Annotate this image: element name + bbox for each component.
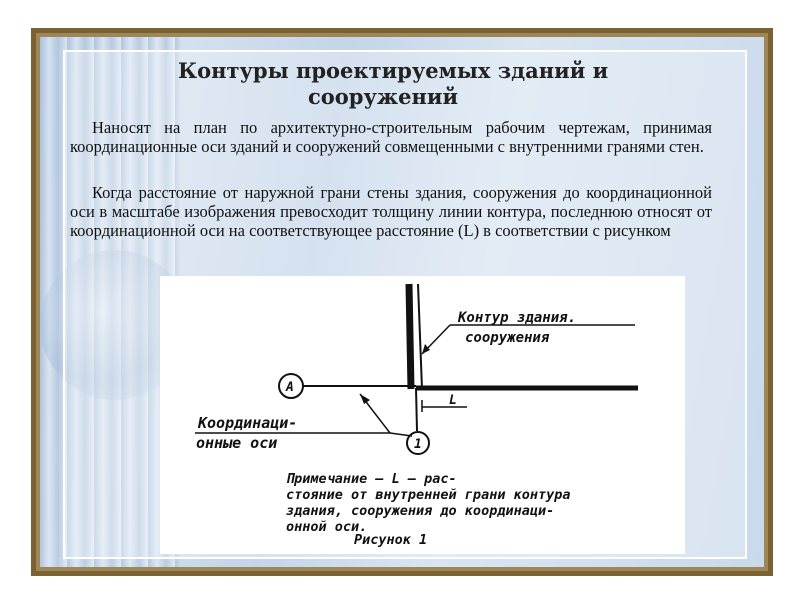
note-line2: стояние от внутренней грани контура	[286, 487, 571, 503]
paragraph-2: Когда расстояние от наружной грани стены здания, сооружения до координационной оси в масштабе изображения превосходит толщину линии контура, последнюю относят от координационной оси на соответствующее расстояние (L) в соответствии с рисунком	[70, 183, 712, 240]
contour-wall-line	[409, 284, 411, 389]
axis-1-label: 1	[414, 437, 422, 452]
dimension-l-label: L	[449, 393, 457, 408]
axes-label-line1: Координаци-	[198, 414, 298, 432]
figure-1	[160, 276, 685, 554]
axes-leader-line-2	[390, 433, 412, 436]
figure-drawing	[160, 276, 685, 554]
slide-title-line1: Контуры проектируемых зданий и	[178, 58, 609, 83]
axis-a-label: А	[286, 380, 294, 395]
note-line1: Примечание — L — рас-	[286, 471, 457, 487]
contour-label-line2: сооружения	[465, 330, 550, 346]
note-line3: здания, сооружения до координаци-	[286, 503, 555, 519]
slide-title-line2: сооружений	[308, 84, 459, 109]
paragraph-1: Наносят на план по архитектурно-строительным рабочим чертежам, принимая координационные оси зданий и сооружений совмещенными с внутренними гранями стен.	[70, 118, 712, 156]
contour-label-line1: Контур здания.	[458, 310, 577, 326]
axis-1-line	[416, 388, 417, 431]
slide-title	[160, 58, 640, 110]
axes-label-line2: онные оси	[196, 434, 278, 452]
figure-caption: Рисунок 1	[354, 532, 428, 548]
axes-leader-arrow	[360, 394, 370, 404]
contour-leader-arrow	[422, 344, 430, 354]
contour-inner-line	[418, 284, 422, 389]
note-line4: онной оси.	[286, 519, 368, 535]
